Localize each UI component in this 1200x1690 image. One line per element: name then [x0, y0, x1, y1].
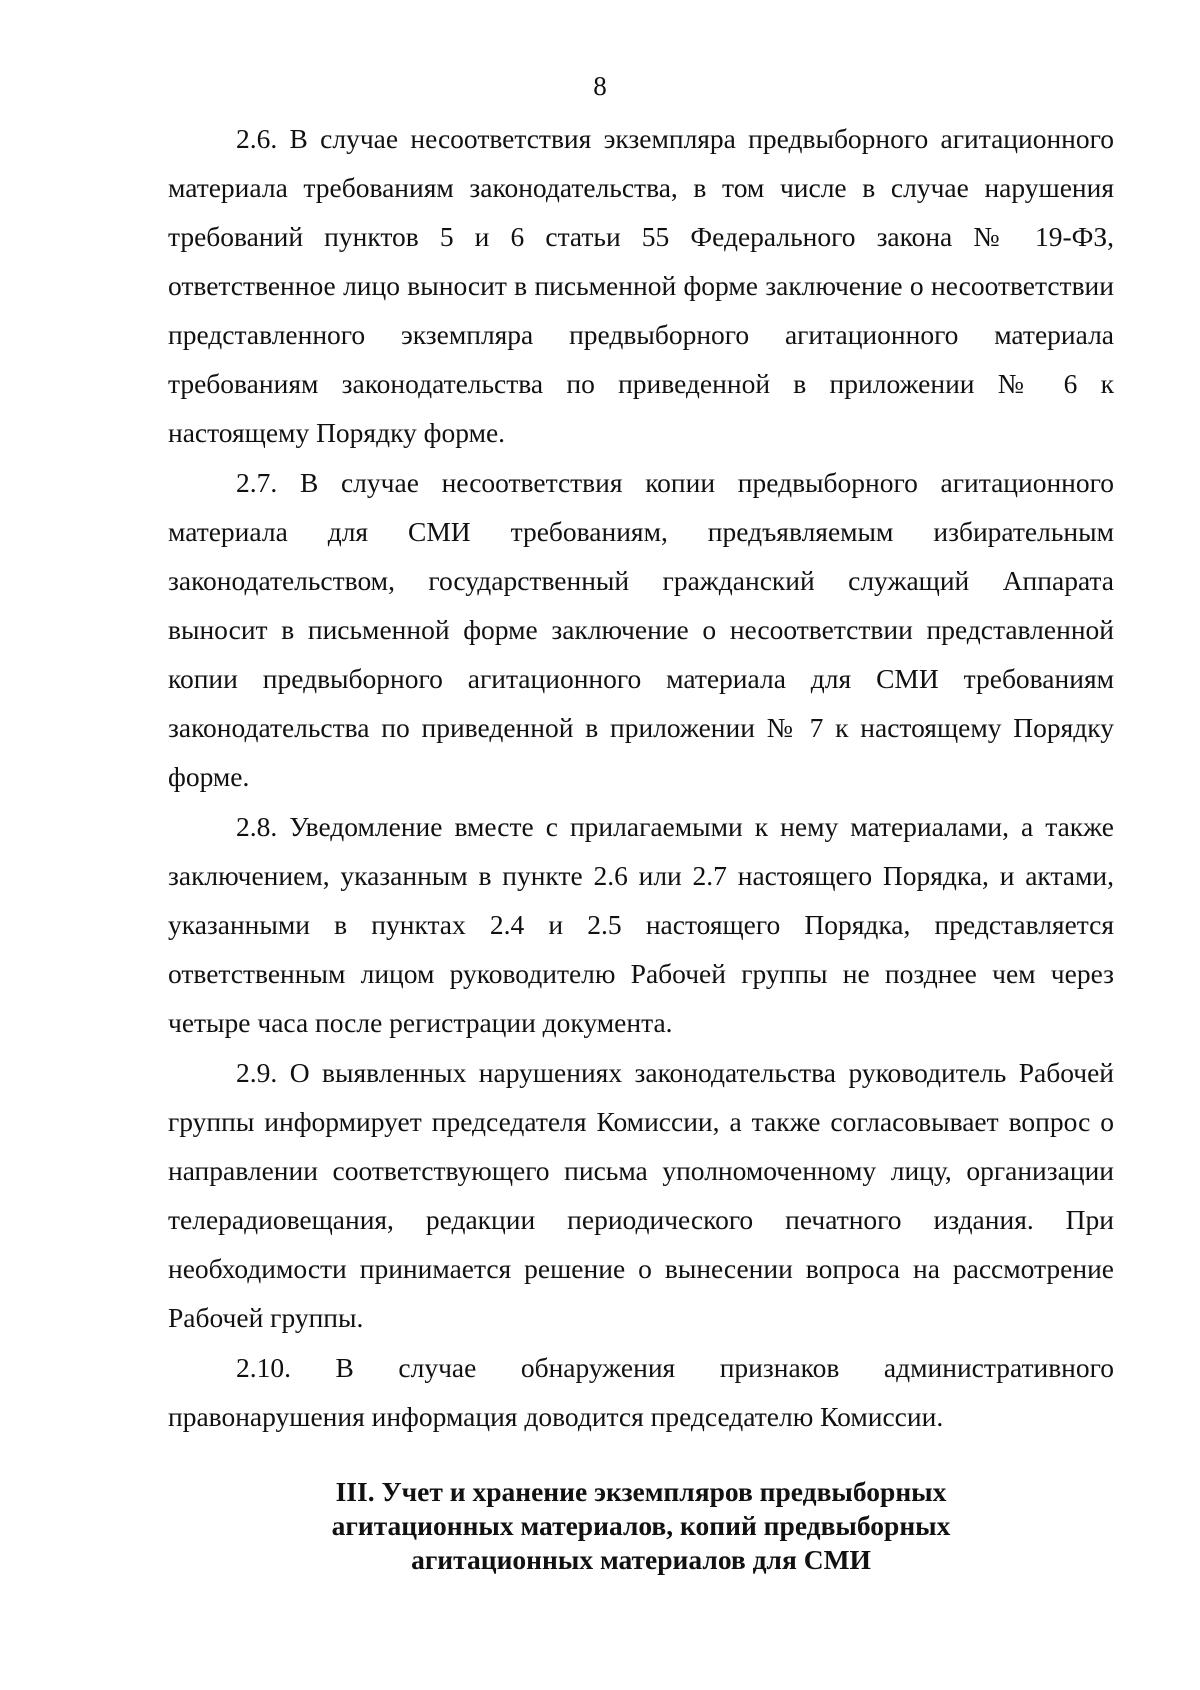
paragraph-2-9: 2.9. О выявленных нарушениях законодательства руководитель Рабочей группы информирует председателя Комиссии, а также согласовывает вопрос о направлении соответствующего письма уполномоченному лицу, организации телерадиовещания, редакции периодического печатного издания. При необходимости принимается решение о вынесении вопроса на рассмотрение Рабочей группы. — [168, 1057, 1114, 1333]
page-number: 8 — [593, 71, 607, 101]
document-body — [168, 114, 1114, 1442]
section-heading-line-3: агитационных материалов для СМИ — [411, 1544, 871, 1575]
paragraph-2-7: 2.7. В случае несоответствия копии предвыборного агитационного материала для СМИ требованиям, предъявляемым избирательным законодательством, государственный гражданский служащий Аппарата выносит в письменной форме заключение о несоответствии представленной копии предвыборного агитационного материала для СМИ требованиям законодательства по приведенной в приложении № 7 к настоящему Порядку форме. — [168, 467, 1114, 792]
section-heading — [168, 1475, 1114, 1577]
paragraph-2-6: 2.6. В случае несоответствия экземпляра предвыборного агитационного материала требованиям законодательства, в том числе в случае нарушения требований пунктов 5 и 6 статьи 55 Федерального закона № 19-ФЗ, ответственное лицо выносит в письменной форме заключение о несоответствии представленного экземпляра предвыборного агитационного материала требованиям законодательства по приведенной в приложении № 6 к настоящему Порядку форме. — [168, 123, 1114, 448]
paragraph-2-10: 2.10. В случае обнаружения признаков административного правонарушения информация доводится председателю Комиссии. — [168, 1352, 1114, 1432]
paragraph-2-8: 2.8. Уведомление вместе с прилагаемыми к нему материалами, а также заключением, указанным в пункте 2.6 или 2.7 настоящего Порядка, и актами, указанными в пунктах 2.4 и 2.5 настоящего Порядка, представляется ответственным лицом руководителю Рабочей группы не позднее чем через четыре часа после регистрации документа. — [168, 811, 1114, 1038]
section-heading-line-1: III. Учет и хранение экземпляров предвыборных — [335, 1476, 947, 1507]
section-heading-line-2: агитационных материалов, копий предвыборных — [331, 1510, 951, 1541]
